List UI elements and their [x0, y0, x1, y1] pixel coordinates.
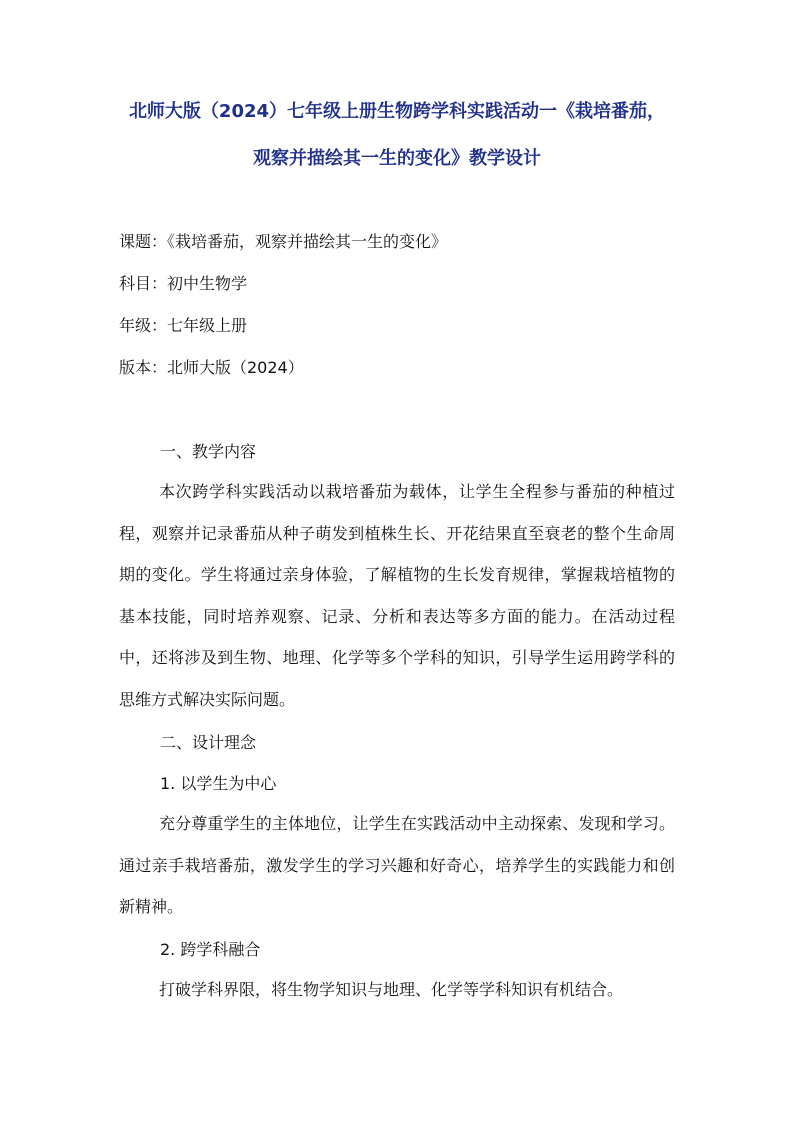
meta-subject: 科目：初中生物学 — [119, 274, 248, 293]
document-title-line-1: 北师大版（2024）七年级上册生物跨学科实践活动一《栽培番茄， — [128, 101, 666, 122]
subheading-student-centered: 1. 以学生为中心 — [160, 774, 277, 793]
section-heading-teaching-content: 一、教学内容 — [160, 442, 257, 461]
document-title-line-2: 观察并描绘其一生的变化》教学设计 — [253, 148, 541, 169]
meta-grade: 年级：七年级上册 — [119, 316, 248, 335]
subheading-interdisciplinary: 2. 跨学科融合 — [160, 940, 261, 959]
section-paragraph-teaching-content: 本次跨学科实践活动以栽培番茄为载体，让学生全程参与番茄的种植过程，观察并记录番茄从种子萌发到植株生长、开花结果直至衰老的整个生命周期的变化。学生将通过亲身体验，了解植物的生长发育规律，掌握栽培植物的基本技能，同时培养观察、记录、分析和表达等多方面的能力。在活动过程中，还将涉及到生物、地理、化学等多个学科的知识，引导学生运用跨学科的思维方式解决实际问题。 — [119, 482, 675, 709]
paragraph-student-centered: 充分尊重学生的主体地位，让学生在实践活动中主动探索、发现和学习。通过亲手栽培番茄，激发学生的学习兴趣和好奇心，培养学生的实践能力和创新精神。 — [119, 814, 675, 916]
paragraph-interdisciplinary: 打破学科界限，将生物学知识与地理、化学等学科知识有机结合。 — [159, 980, 624, 999]
meta-topic: 课题：《栽培番茄，观察并描绘其一生的变化》 — [119, 232, 448, 251]
section-heading-design-concept: 二、设计理念 — [160, 733, 257, 752]
meta-edition: 版本：北师大版（2024） — [119, 358, 304, 377]
